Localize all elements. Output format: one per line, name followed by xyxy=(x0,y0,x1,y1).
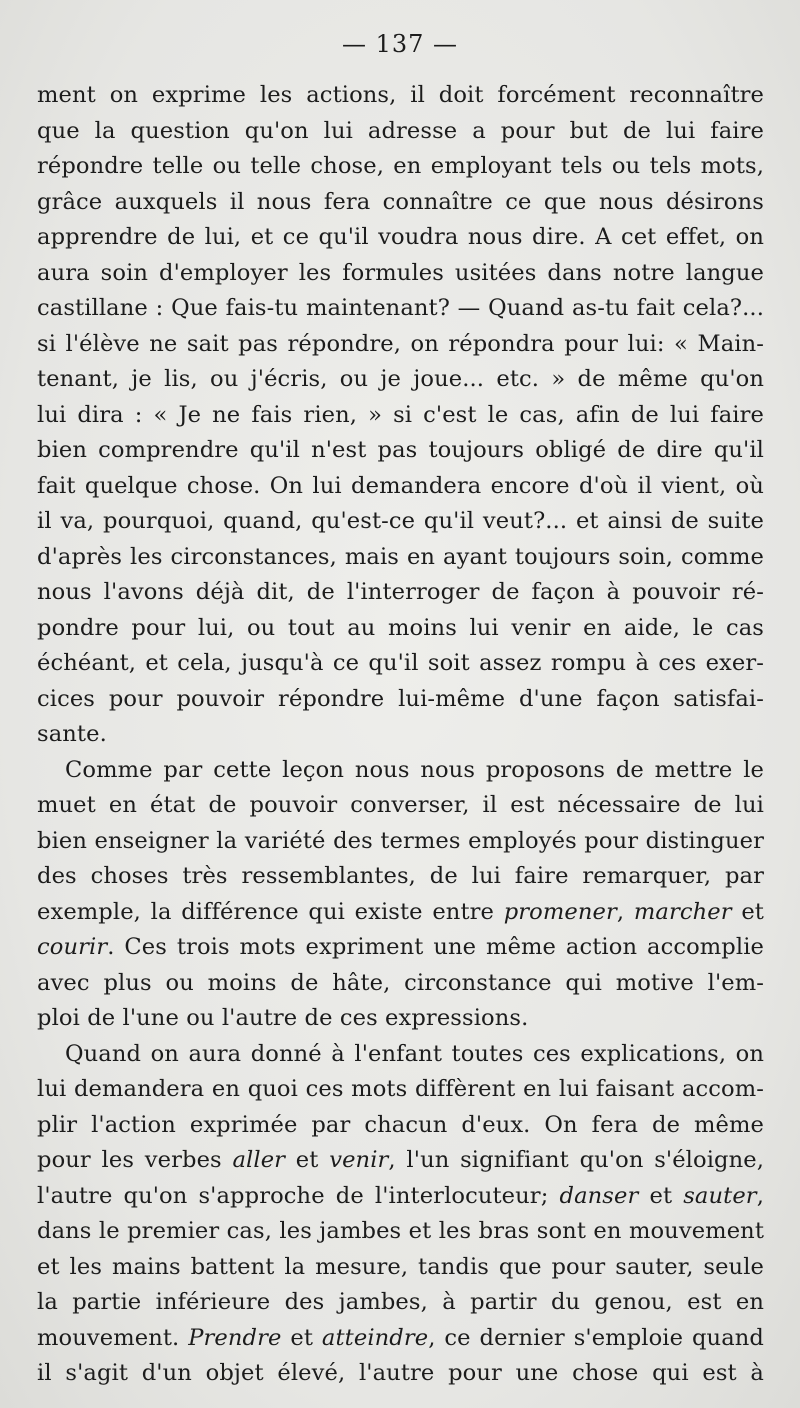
italic-word: danser xyxy=(559,1182,639,1209)
text-line xyxy=(37,1143,764,1179)
text-line: bien enseigner la variété des termes employés pour distinguer xyxy=(37,827,764,854)
text-line: tenant, je lis, ou j'écris, ou je joue... etc. » de même qu'on xyxy=(37,366,764,392)
text-line: avec plus ou moins de hâte, circonstance qui motive l'em- xyxy=(37,969,764,996)
text-line: des choses très ressemblantes, de lui faire remarquer, par xyxy=(37,863,764,889)
body-text xyxy=(37,78,764,1392)
text-line xyxy=(37,1179,764,1215)
italic-word: courir xyxy=(37,934,108,960)
text-line: apprendre de lui, et ce qu'il voudra nous dire. A cet effet, on xyxy=(37,224,764,250)
text-line: Comme par cette leçon nous nous proposons de mettre le xyxy=(65,756,764,783)
text-line: ment on exprime les actions, il doit forcément reconnaître xyxy=(37,82,764,108)
text-line: d'après les circonstances, mais en ayant toujours soin, comme xyxy=(37,543,764,570)
text-line: grâce auxquels il nous fera connaître ce que nous désirons xyxy=(37,188,764,215)
text-line: répondre telle ou telle chose, en employant tels ou tels mots, xyxy=(37,153,764,179)
text-span: , ce dernier s'emploie quand xyxy=(428,1324,764,1351)
text-line: sante. xyxy=(37,721,107,747)
text-line: dans le premier cas, les jambes et les bras sont en mouvement xyxy=(37,1218,764,1244)
text-line: fait quelque chose. On lui demandera encore d'où il vient, où xyxy=(37,472,764,499)
page-number-header: — 137 — xyxy=(341,30,459,58)
text-line: plir l'action exprimée par chacun d'eux. On fera de même xyxy=(37,1111,764,1138)
italic-word: aller xyxy=(232,1147,286,1173)
italic-word: marcher xyxy=(633,898,732,925)
text-line: si l'élève ne sait pas répondre, on répondra pour lui: « Main- xyxy=(37,330,764,357)
text-span: et xyxy=(731,898,764,925)
text-span: , xyxy=(756,1182,764,1209)
italic-word: atteindre xyxy=(321,1324,429,1351)
text-line: castillane : Que fais-tu maintenant? — Quand as-tu fait cela?... xyxy=(37,295,764,321)
text-line: il s'agit d'un objet élevé, l'autre pour une chose qui est à xyxy=(37,1360,764,1386)
text-line: bien comprendre qu'il n'est pas toujours obligé de dire qu'il xyxy=(37,437,764,463)
text-line xyxy=(37,1321,764,1357)
text-line: aura soin d'employer les formules usitées dans notre langue xyxy=(37,259,764,286)
text-line: lui dira : « Je ne fais rien, » si c'est le cas, afin de lui faire xyxy=(37,401,764,428)
text-span: mouvement. xyxy=(37,1324,189,1351)
italic-word: venir xyxy=(329,1147,389,1173)
text-line: lui demandera en quoi ces mots diffèrent en lui faisant accom- xyxy=(37,1076,764,1102)
text-line: et les mains battent la mesure, tandis que pour sauter, seule xyxy=(37,1253,764,1280)
text-line xyxy=(37,895,764,931)
text-span: , xyxy=(616,898,634,925)
text-span: et xyxy=(281,1324,322,1351)
text-line: échéant, et cela, jusqu'à ce qu'il soit assez rompu à ces exer- xyxy=(37,650,764,676)
text-span: et xyxy=(285,1147,330,1173)
text-line: que la question qu'on lui adresse a pour but de lui faire xyxy=(37,117,764,144)
italic-word: promener xyxy=(503,898,617,925)
text-span: et xyxy=(638,1182,684,1209)
text-line: ploi de l'une ou l'autre de ces expressions. xyxy=(37,1005,529,1031)
text-span: exemple, la différence qui existe entre xyxy=(37,898,504,925)
italic-word: sauter xyxy=(683,1182,757,1209)
text-line: muet en état de pouvoir converser, il est nécessaire de lui xyxy=(37,792,764,818)
text-line: il va, pourquoi, quand, qu'est-ce qu'il veut?... et ainsi de suite xyxy=(37,508,764,534)
text-line xyxy=(37,930,764,966)
italic-word: Prendre xyxy=(188,1324,282,1351)
text-span: . Ces trois mots expriment une même action accomplie xyxy=(107,934,764,960)
text-line: la partie inférieure des jambes, à partir du genou, est en xyxy=(37,1289,764,1315)
text-span: pour les verbes xyxy=(37,1147,233,1173)
text-span: l'autre qu'on s'approche de l'interlocuteur; xyxy=(37,1182,560,1209)
text-line: pondre pour lui, ou tout au moins lui venir en aide, le cas xyxy=(37,614,764,641)
text-line: cices pour pouvoir répondre lui-même d'une façon satisfai- xyxy=(37,685,764,712)
text-span: , l'un signifiant qu'on s'éloigne, xyxy=(388,1147,765,1173)
text-line: Quand on aura donné à l'enfant toutes ces explications, on xyxy=(65,1040,764,1067)
text-line: nous l'avons déjà dit, de l'interroger de façon à pouvoir ré- xyxy=(37,579,764,605)
